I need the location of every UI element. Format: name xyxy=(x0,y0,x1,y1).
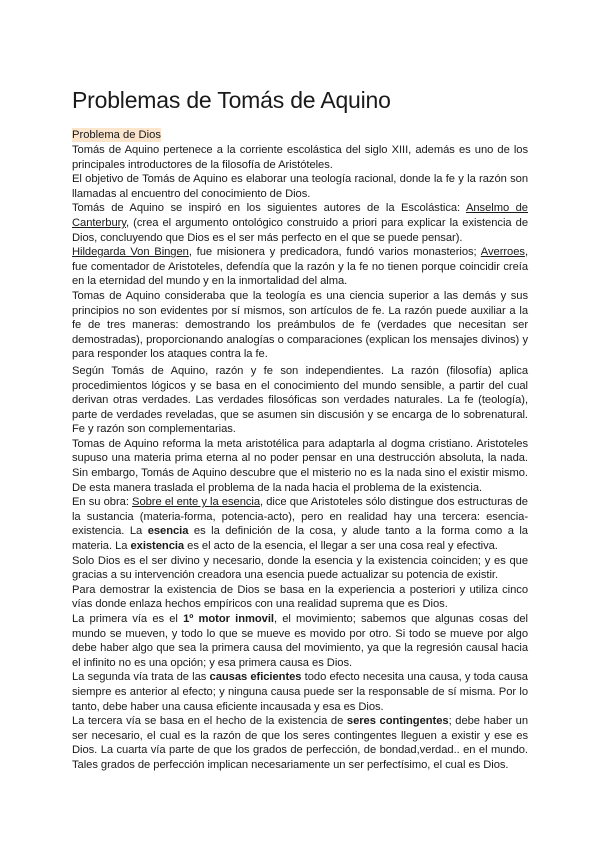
text-span: , fue comentador de Aristoteles, defendía que la razón y la fe no tienen porque coincidir creía en la eternidad del mundo y en la inmortalidad del alma. xyxy=(72,246,528,288)
paragraph-6: Según Tomás de Aquino, razón y fe son independientes. La razón (filosofía) aplica procedimientos lógicos y se basa en el conocimiento del mundo sensible, a partir del cual derivan otras verdades. Las verdades filosóficas son verdades naturales. La fe (teología), parte de verdades reveladas, que se asumen sin discusión y se encarga de lo sobrenatural. Fe y razón son complementarias. xyxy=(72,364,528,436)
link-averroes[interactable]: Averroes xyxy=(480,246,525,259)
bold-term-existencia: existencia xyxy=(130,540,185,553)
text-span: Tomás de Aquino se inspiró en los siguientes autores de la Escolástica: xyxy=(72,202,466,215)
text-span: ; debe haber un ser necesario, el cual es la razón de que los seres contingentes lleguen a existir y ese es Dios. La cuarta vía parte de que los grados de perfección, de bondad,verdad.. en el mundo. Tales grados de perfección implican necesariamente un ser perfectísimo, el cual es Dios. xyxy=(72,715,528,771)
paragraph-7: Tomas de Aquino reforma la meta aristotélica para adaptarla al dogma cristiano. Aristoteles supuso una materia prima eterna al no poder pensar en una destrucción absoluta, la nada. Sin embargo, Tomás de Aquino descubre que el misterio no es la nada sino el existir mismo. De esta manera traslada el problema de la nada hacia el problema de la existencia. xyxy=(72,437,528,494)
paragraph-4 xyxy=(72,245,528,289)
paragraph-12 xyxy=(72,670,528,714)
text-span: , fue misionera y predicadora, fundó varios monasterios; xyxy=(188,246,481,259)
paragraph-13 xyxy=(72,714,528,772)
text-span: , (crea el argumento ontológico construido a priori para explicar la existencia de Dios, concluyendo que Dios es el ser más perfecto en el que se puede pensar). xyxy=(72,216,528,244)
text-span: es la definición de la cosa, y alude tanto a la forma como a la materia. La xyxy=(72,525,528,553)
text-span: En su obra: xyxy=(72,496,133,509)
bold-term-esencia: esencia xyxy=(147,525,189,538)
paragraph-8 xyxy=(72,495,528,553)
paragraph-1: Tomás de Aquino pertenece a la corriente escolástica del siglo XIII, además es uno de los principales introductores de la filosofía de Aristóteles. xyxy=(72,144,528,171)
text-span: La tercera vía se basa en el hecho de la existencia de xyxy=(72,715,347,728)
bold-term-seres: seres contingentes xyxy=(346,715,449,728)
text-span: todo efecto necesita una causa, y toda causa siempre es anterior al efecto; y ninguna causa puede ser la responsable de sí misma. Por lo tanto, debe haber una causa eficiente incausada y esa es Dios. xyxy=(72,671,528,713)
paragraph-11 xyxy=(72,612,528,670)
link-anselmo[interactable]: Anselmo de Canterbury xyxy=(72,202,528,229)
paragraph-3 xyxy=(72,201,528,245)
link-hildegarda[interactable]: Hildegarda Von Bingen xyxy=(72,246,189,259)
paragraph-10: Para demostrar la existencia de Dios se basa en la experiencia a posteriori y utiliza cinco vías donde enlaza hechos empíricos con una realidad suprema que es Dios. xyxy=(72,583,528,611)
paragraph-2: El objetivo de Tomás de Aquino es elaborar una teología racional, donde la fe y la razón son llamadas al encuentro del conocimiento de Dios. xyxy=(72,173,528,200)
text-span: La primera vía es el xyxy=(72,613,184,625)
paragraph-9: Solo Dios es el ser divino y necesario, donde la esencia y la existencia coinciden; y es que gracias a su intervención creadora una esencia puede actualizar su potencia de existir. xyxy=(72,554,528,582)
link-obra[interactable]: Sobre el ente y la esencia xyxy=(132,496,261,509)
section-heading: Problema de Dios xyxy=(72,129,161,141)
paragraph-5: Tomas de Aquino consideraba que la teología es una ciencia superior a las demás y sus principios no son evidentes por sí mismos, son artículos de fe. La razón puede auxiliar a la fe de tres maneras: demostrando los preámbulos de fe (verdades que necesitan ser demostradas), proporcionando analogías o comparaciones (explican los mensajes divinos) y para responder los ataques contra la fe. xyxy=(72,289,528,361)
bold-term-causas: causas eficientes xyxy=(209,671,302,684)
text-span: , el movimiento; sabemos que algunas cosas del mundo se mueven, y todo lo que se mueve es movido por otro. Si todo se mueve por algo debe haber algo que sea la primera causa del movimiento, ya que la regresión causal hacia el infinito no es una opción; y esa primera causa es Dios. xyxy=(72,613,528,669)
text-span: es el acto de la esencia, el llegar a ser una cosa real y efectiva. xyxy=(184,540,498,553)
text-span: La segunda vía trata de las xyxy=(72,671,210,684)
document-page xyxy=(72,86,528,773)
text-span: , dice que Aristoteles sólo distingue dos estructuras de la sustancia (materia-forma, potencia-acto), pero en realidad hay una tercera: esencia-existencia. La xyxy=(72,496,528,538)
bold-term-motor: 1º motor inmovil xyxy=(183,613,274,625)
page-title: Problemas de Tomás de Aquino xyxy=(72,87,391,113)
